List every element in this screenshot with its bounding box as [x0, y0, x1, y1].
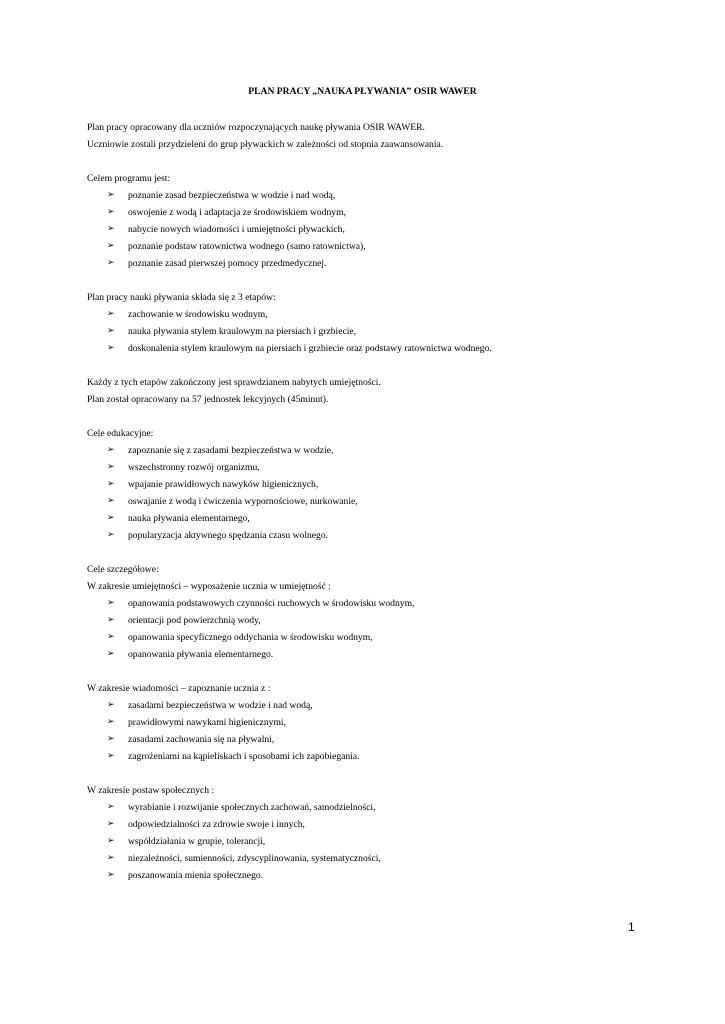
list-item-text: zagrożeniami na kąpieliskach i sposobami ich zapobiegania.: [128, 751, 360, 762]
arrow-bullet-icon: ➢: [107, 190, 115, 200]
arrow-bullet-icon: ➢: [107, 207, 115, 217]
arrow-bullet-icon: ➢: [107, 853, 115, 863]
arrow-bullet-icon: ➢: [107, 751, 115, 761]
list-item: [87, 646, 647, 663]
list-item-text: odpowiedzialności za zdrowie swoje i innych,: [128, 819, 305, 830]
list-item: [87, 442, 647, 459]
section-heading: Plan pracy nauki pływania składa się z 3 etapów:: [87, 292, 276, 303]
notes-section: [87, 374, 647, 408]
list-item: [87, 204, 647, 221]
list-item: [87, 867, 647, 884]
document-title: PLAN PRACY „NAUKA PŁYWANIA” OSIR WAWER: [248, 86, 477, 97]
list-item: [87, 476, 647, 493]
arrow-bullet-icon: ➢: [107, 819, 115, 829]
list-item: [87, 714, 647, 731]
list-item-text: współdziałania w grupie, tolerancji,: [128, 836, 266, 847]
arrow-bullet-icon: ➢: [107, 717, 115, 727]
list-item: [87, 816, 647, 833]
list-item: [87, 255, 647, 272]
arrow-bullet-icon: ➢: [107, 649, 115, 659]
arrow-bullet-icon: ➢: [107, 802, 115, 812]
arrow-bullet-icon: ➢: [107, 836, 115, 846]
arrow-bullet-icon: ➢: [107, 513, 115, 523]
list-item-text: zasadami bezpieczeństwa w wodzie i nad wodą,: [128, 700, 313, 711]
arrow-bullet-icon: ➢: [107, 326, 115, 336]
list-item: [87, 493, 647, 510]
educational-goals-section: [87, 425, 647, 544]
section-heading: Celem programu jest:: [87, 173, 171, 184]
intro-line: Uczniowie zostali przydzieleni do grup pływackich w zależności od stopnia zaawansowania.: [87, 139, 444, 150]
list-item: [87, 340, 647, 357]
note-line: Każdy z tych etapów zakończony jest sprawdzianem nabytych umiejętności.: [87, 377, 381, 388]
list-item: [87, 238, 647, 255]
list-item-text: wpajanie prawidłowych nawyków higienicznych,: [128, 479, 319, 490]
list-item-text: zapoznanie się z zasadami bezpieczeństwa w wodzie,: [128, 445, 334, 456]
detailed-goals-section: [87, 561, 647, 663]
list-item: [87, 323, 647, 340]
arrow-bullet-icon: ➢: [107, 258, 115, 268]
list-item-text: oswojenie z wodą i adaptacja ze środowiskiem wodnym,: [128, 207, 346, 218]
list-item-text: opanowania specyficznego oddychania w środowisku wodnym,: [128, 632, 373, 643]
arrow-bullet-icon: ➢: [107, 615, 115, 625]
bullet-list: [87, 595, 647, 663]
arrow-bullet-icon: ➢: [107, 598, 115, 608]
arrow-bullet-icon: ➢: [107, 309, 115, 319]
list-item-text: niezależności, sumienności, zdyscyplinowania, systematyczności,: [128, 853, 381, 864]
list-item: [87, 187, 647, 204]
stages-section: [87, 289, 647, 357]
program-goals-section: [87, 170, 647, 272]
list-item: [87, 459, 647, 476]
arrow-bullet-icon: ➢: [107, 462, 115, 472]
page-number: 1: [628, 920, 635, 934]
social-section: [87, 782, 647, 884]
list-item-text: oswajanie z wodą i ćwiczenia wypornościowe, nurkowanie,: [128, 496, 358, 507]
list-item-text: nauka pływania stylem kraulowym na piersiach i grzbiecie,: [128, 326, 357, 337]
arrow-bullet-icon: ➢: [107, 870, 115, 880]
list-item-text: poznanie zasad bezpieczeństwa w wodzie i nad wodą,: [128, 190, 336, 201]
list-item: [87, 306, 647, 323]
list-item: [87, 850, 647, 867]
list-item-text: wszechstronny rozwój organizmu,: [128, 462, 260, 473]
intro-paragraph: [87, 119, 647, 153]
list-item: [87, 221, 647, 238]
list-item-text: poznanie podstaw ratownictwa wodnego (samo ratownictwa),: [128, 241, 366, 252]
bullet-list: [87, 306, 647, 357]
list-item-text: wyrabianie i rozwijanie społecznych zachowań, samodzielności,: [128, 802, 376, 813]
bullet-list: [87, 187, 647, 272]
list-item-text: zasadami zachowania się na pływalni,: [128, 734, 275, 745]
section-heading: Cele szczegółowe:: [87, 564, 159, 575]
section-heading: W zakresie wiadomości – zapoznanie ucznia z :: [87, 683, 271, 694]
arrow-bullet-icon: ➢: [107, 700, 115, 710]
list-item-text: nabycie nowych wiadomości i umiejętności pływackich,: [128, 224, 345, 235]
list-item: [87, 527, 647, 544]
list-item: [87, 748, 647, 765]
list-item: [87, 799, 647, 816]
list-item-text: poznanie zasad pierwszej pomocy przedmedycznej.: [128, 258, 327, 269]
list-item-text: opanowania pływania elementarnego.: [128, 649, 274, 660]
list-item-text: popularyzacja aktywnego spędzania czasu wolnego.: [128, 530, 329, 541]
section-heading: W zakresie postaw społecznych :: [87, 785, 215, 796]
arrow-bullet-icon: ➢: [107, 445, 115, 455]
arrow-bullet-icon: ➢: [107, 530, 115, 540]
arrow-bullet-icon: ➢: [107, 241, 115, 251]
section-heading: Cele edukacyjne:: [87, 428, 154, 439]
list-item: [87, 510, 647, 527]
list-item-text: opanowania podstawowych czynności ruchowych w środowisku wodnym,: [128, 598, 415, 609]
arrow-bullet-icon: ➢: [107, 479, 115, 489]
bullet-list: [87, 697, 647, 765]
list-item: [87, 595, 647, 612]
list-item-text: doskonalenia stylem kraulowym na piersiach i grzbiecie oraz podstawy ratownictwa wodnego.: [128, 343, 492, 354]
list-item: [87, 731, 647, 748]
list-item-text: nauka pływania elementarnego,: [128, 513, 250, 524]
note-line: Plan został opracowany na 57 jednostek lekcyjnych (45minut).: [87, 394, 329, 405]
list-item-text: prawidłowymi nawykami higienicznymi,: [128, 717, 286, 728]
bullet-list: [87, 799, 647, 884]
bullet-list: [87, 442, 647, 544]
arrow-bullet-icon: ➢: [107, 734, 115, 744]
list-item: [87, 612, 647, 629]
list-item: [87, 629, 647, 646]
list-item-text: orientacji pod powierzchnią wody,: [128, 615, 261, 626]
arrow-bullet-icon: ➢: [107, 343, 115, 353]
arrow-bullet-icon: ➢: [107, 632, 115, 642]
subsection-heading: W zakresie umiejętności – wyposażenie ucznia w umiejętność :: [87, 581, 331, 592]
arrow-bullet-icon: ➢: [107, 496, 115, 506]
document-body: [87, 119, 647, 884]
list-item: [87, 697, 647, 714]
arrow-bullet-icon: ➢: [107, 224, 115, 234]
list-item-text: zachowanie w środowisku wodnym,: [128, 309, 268, 320]
knowledge-section: [87, 680, 647, 765]
intro-line: Plan pracy opracowany dla uczniów rozpoczynających naukę pływania OSIR WAWER.: [87, 122, 425, 133]
list-item-text: poszanowania mienia społecznego.: [128, 870, 264, 881]
list-item: [87, 833, 647, 850]
